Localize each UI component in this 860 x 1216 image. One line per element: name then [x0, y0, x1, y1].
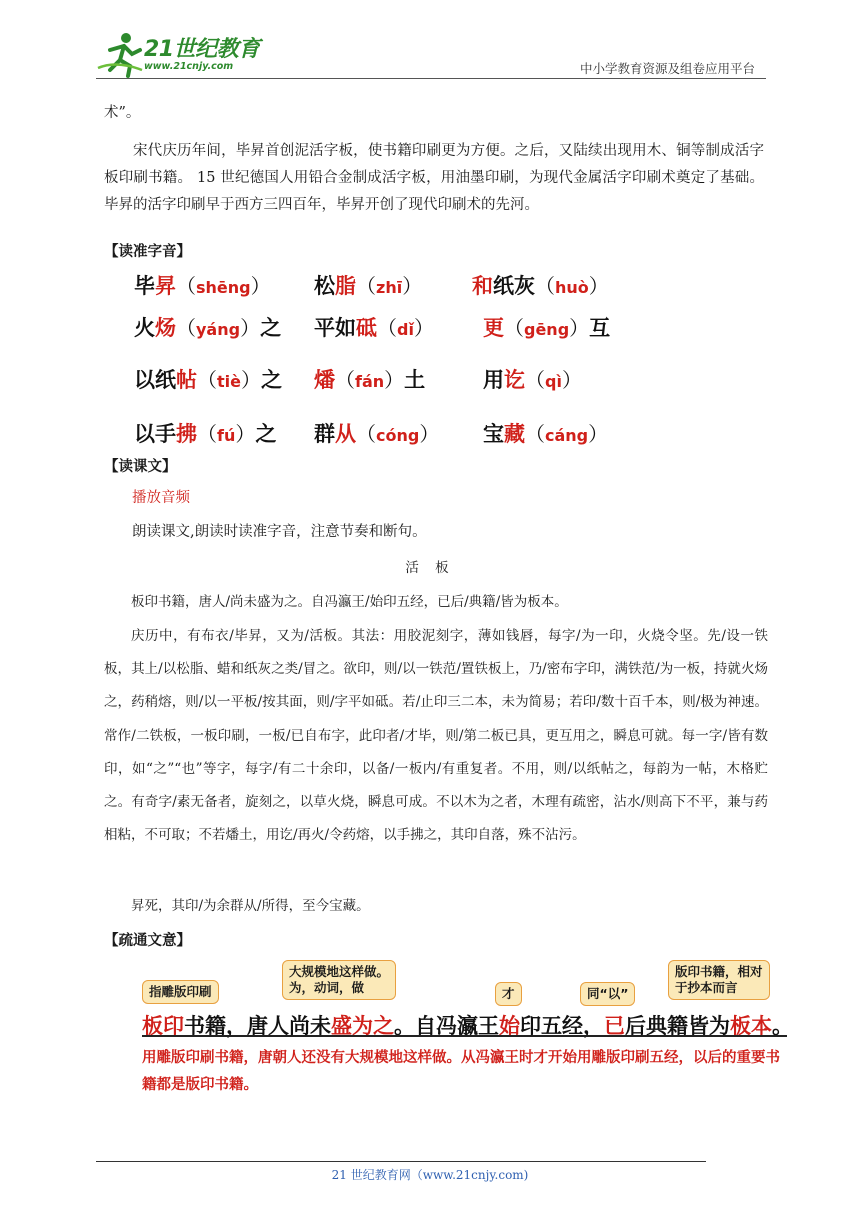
section-heading-reading: 【读课文】 — [104, 459, 177, 475]
header-platform-text: 中小学教育资源及组卷应用平台 — [579, 61, 755, 76]
pronunciation-item: 毕昇（shēng） — [134, 274, 271, 298]
footer-text: 21 世纪教育网（www.21cnjy.com) — [331, 1168, 529, 1182]
classical-paragraph-3: 昇死，其印/为余群从/所得，至今宝藏。 — [131, 898, 370, 914]
pronunciation-item: 和纸灰（huò） — [472, 274, 609, 298]
pronunciation-item: 以纸帖（tiè）之 — [134, 368, 282, 392]
reading-instruction: 朗读课文,朗读时读准字音，注意节奏和断句。 — [132, 524, 427, 540]
annotation-bubble: 大规模地这样做。 为，动词，做 — [282, 960, 396, 1000]
intro-paragraph: 宋代庆历年间，毕昇首创泥活字板，使书籍印刷更为方便。之后，又陆续出现用木、铜等制成活字板印刷书籍。 15 世纪德国人用铅合金制成活字板，用油墨印刷，为现代金属活字印刷术奠定了基础。毕昇的活字印刷早于西方三四百年，毕昇开创了现代印刷术的先河。 — [104, 143, 764, 213]
pronunciation-item: 松脂（zhī） — [314, 274, 423, 298]
pronunciation-item: 火炀（yáng）之 — [134, 316, 282, 340]
annotation-bubble: 才 — [495, 982, 522, 1006]
pronunciation-item: 燔（fán）土 — [314, 368, 426, 392]
pronunciation-item: 宝藏（cáng） — [483, 422, 609, 446]
pronunciation-item: 平如砥（dǐ） — [314, 316, 434, 340]
footer-divider — [96, 1161, 706, 1162]
pronunciation-item: 群从（cóng） — [314, 422, 440, 446]
sentence-underline — [142, 1035, 787, 1037]
brand-name: 21世纪教育 — [144, 37, 260, 62]
classical-text-title: 活 板 — [405, 560, 455, 576]
annotated-sentence: 板印书籍，唐人尚未盛为之。自冯瀛王始印五经，已后典籍皆为板本。 — [142, 1014, 793, 1038]
runner-logo-icon — [96, 30, 146, 78]
section-heading-pronunciation: 【读准字音】 — [104, 244, 191, 260]
pronunciation-item: 更（gēng）互 — [483, 316, 611, 340]
intro-line-continued: 术”。 — [104, 105, 141, 121]
brand-url: www.21cnjy.com — [144, 61, 234, 72]
header-divider — [96, 78, 766, 79]
classical-paragraph-2: 庆历中，有布衣/毕昇，又为/活板。其法：用胶泥刻字，薄如钱唇，每字/为一印，火烧令坚。先/设一铁板，其上/以松脂、蜡和纸灰之类/冒之。欲印，则/以一铁范/置铁板上，乃/密布字印，满铁范/为一板，持就火炀之，药稍熔，则/以一平板/按其面，则/字平如砥。若/止印三二本，未为简易；若印/数十百千本，则/极为神速。常作/二铁板，一板印刷，一板/已自布字，此印者/才毕，则/第二板已具，更互用之，瞬息可就。每一字/皆有数印，如“之”“也”等字，每字/有二十余印，以备/一板内/有重复者。不用，则/以纸帖之，每韵为一帖，木格贮之。有奇字/素无备者，旋刻之，以草火烧，瞬息可成。不以木为之者，木理有疏密，沾水/则高下不平，兼与药相粘，不可取；不若燔土，用讫/再火/令药熔，以手拂之，其印自落，殊不沾污。 — [104, 628, 768, 844]
modern-translation: 用雕版印刷书籍，唐朝人还没有大规模地这样做。从冯瀛王时才开始用雕版印刷五经，以后的重要书籍都是版印书籍。 — [142, 1049, 780, 1093]
annotation-bubble: 版印书籍，相对 于抄本而言 — [668, 960, 770, 1000]
play-audio-link[interactable]: 播放音频 — [132, 490, 190, 506]
pronunciation-item: 以手拂（fú）之 — [134, 422, 277, 446]
annotation-bubble: 指雕版印刷 — [142, 980, 219, 1004]
annotation-bubble: 同“以” — [580, 982, 635, 1006]
site-logo — [96, 30, 266, 80]
classical-paragraph-1: 板印书籍，唐人/尚未盛为之。自冯瀛王/始印五经，已后/典籍/皆为板本。 — [131, 594, 568, 610]
pronunciation-item: 用讫（qì） — [483, 368, 582, 392]
section-heading-meaning: 【疏通文意】 — [104, 933, 191, 949]
